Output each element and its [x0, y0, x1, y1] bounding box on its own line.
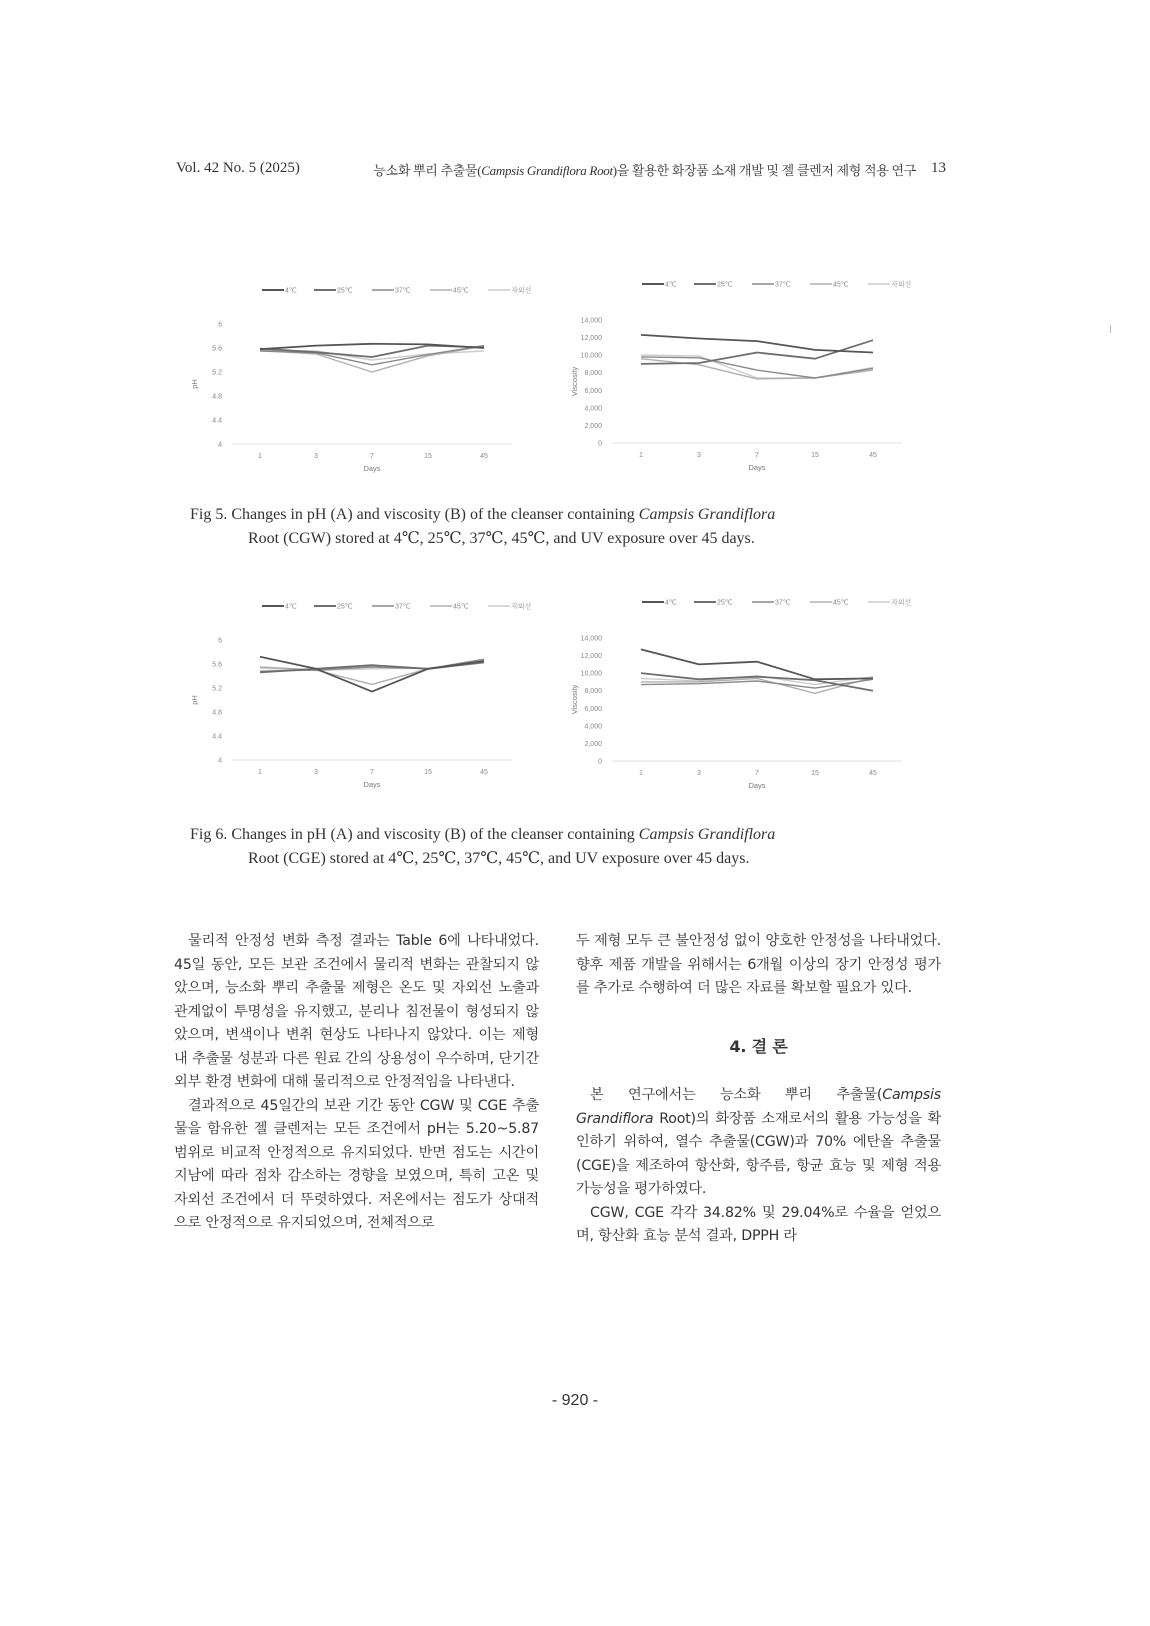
legend-item [372, 604, 411, 611]
fig6-caption [190, 823, 940, 871]
svg-text:3: 3 [314, 769, 318, 776]
legend-item [430, 288, 469, 295]
series-line [260, 344, 484, 349]
svg-text:45: 45 [869, 770, 877, 777]
svg-text:25℃: 25℃ [717, 599, 733, 607]
svg-text:45℃: 45℃ [453, 287, 469, 295]
svg-text:6: 6 [218, 321, 222, 329]
svg-text:7: 7 [370, 769, 374, 776]
y-axis-label: pH [190, 379, 199, 389]
svg-text:5.6: 5.6 [212, 345, 222, 353]
svg-text:0: 0 [598, 758, 602, 766]
running-title-italic: Campsis Grandiflora Root [481, 163, 613, 178]
x-axis-label: Days [363, 780, 381, 789]
paragraph-physical-stability: 물리적 안정성 변화 측정 결과는 Table 6에 나타내었다. 45일 동안, 모든 보관 조건에서 물리적 변화는 관찰되지 않았으며, 능소화 뿌리 추출물 제형은 온도 및 자외선 노출과 관계없이 투명성을 유지했고, 분리나 침전물이 형성되지 않았으며, 변색이나 변취 현상도 나타나지 않았다. 이는 제형 내 추출물 성분과 다른 원료 간의 상용성이 우수하며, 단기간 외부 환경 변화에 대해 물리적으로 안정적임을 나타낸다. [174, 933, 539, 1090]
svg-text:14,000: 14,000 [580, 317, 602, 325]
svg-text:0: 0 [598, 440, 602, 448]
series-line [260, 346, 484, 365]
running-title-post: )을 활용한 화장품 소재 개발 및 젤 클렌저 제형 적용 연구 [612, 163, 916, 178]
y-axis-label: Viscosity [570, 684, 579, 715]
fig6-caption-line1 [190, 826, 775, 843]
svg-text:45: 45 [480, 769, 488, 776]
conclusion-text-post: Root)의 화장품 소재로서의 활용 가능성을 확인하기 위하여, 열수 추출물(CGW)과 70% 에탄올 추출물(CGE)을 제조하여 항산화, 항주름, 항균 효능 및 제형 적용 가능성을 평가하였다. [576, 1110, 941, 1197]
svg-text:8,000: 8,000 [584, 688, 602, 696]
svg-text:6: 6 [218, 637, 222, 645]
legend-item [488, 286, 532, 295]
legend-item [642, 600, 677, 607]
svg-text:자외선: 자외선 [891, 599, 912, 607]
svg-text:3: 3 [314, 453, 318, 460]
svg-text:6,000: 6,000 [584, 705, 602, 713]
x-axis-label: Days [748, 463, 766, 472]
svg-text:4.8: 4.8 [212, 709, 222, 717]
running-title [373, 160, 916, 179]
fig6-caption-line2: Root (CGE) stored at 4℃, 25℃, 37℃, 45℃, and UV exposure over 45 days. [248, 850, 750, 867]
running-header [176, 160, 946, 184]
svg-text:4,000: 4,000 [584, 723, 602, 731]
svg-text:6,000: 6,000 [584, 387, 602, 395]
fig5-caption-line2: Root (CGW) stored at 4℃, 25℃, 37℃, 45℃, and UV exposure over 45 days. [248, 530, 755, 547]
svg-text:15: 15 [811, 452, 819, 459]
svg-text:12,000: 12,000 [580, 653, 602, 661]
x-axis-label: Days [363, 464, 381, 473]
svg-text:1: 1 [258, 769, 262, 776]
svg-text:4℃: 4℃ [285, 287, 297, 295]
fig5-ph-chart [190, 276, 532, 476]
legend-item [430, 604, 469, 611]
svg-text:7: 7 [755, 770, 759, 777]
section-title-conclusion: 4. 결 론 [729, 1036, 788, 1056]
fig6-caption-text: Fig 6. Changes in pH (A) and viscosity (B) of the cleanser containing [190, 826, 639, 843]
legend-item [642, 282, 677, 289]
svg-text:8,000: 8,000 [584, 370, 602, 378]
legend-item [752, 282, 791, 289]
svg-text:2,000: 2,000 [584, 740, 602, 748]
svg-text:4: 4 [218, 441, 222, 449]
legend-item [314, 288, 353, 295]
legend-item [694, 282, 733, 289]
svg-text:자외선: 자외선 [891, 281, 912, 289]
svg-text:45℃: 45℃ [833, 599, 849, 607]
legend-item [752, 600, 791, 607]
legend-item [868, 280, 912, 289]
series-line [641, 649, 873, 679]
svg-text:4℃: 4℃ [285, 603, 297, 611]
margin-mark [1110, 325, 1111, 333]
svg-text:45℃: 45℃ [833, 281, 849, 289]
svg-text:45℃: 45℃ [453, 603, 469, 611]
legend-item [262, 288, 297, 295]
svg-text:4.4: 4.4 [212, 733, 222, 741]
fig5-caption [190, 503, 940, 551]
page-number-footer: - 920 - [551, 1392, 599, 1409]
svg-text:4: 4 [218, 757, 222, 765]
svg-text:4.4: 4.4 [212, 417, 222, 425]
svg-text:37℃: 37℃ [775, 281, 791, 289]
fig5-caption-text: Fig 5. Changes in pH (A) and viscosity (B) of the cleanser containing [190, 506, 639, 523]
paragraph-yield: CGW, CGE 각각 34.82% 및 29.04%로 수율을 얻었으며, 항산화 효능 분석 결과, DPPH 라 [576, 1204, 941, 1244]
fig5-viscosity-chart [562, 270, 912, 475]
legend-item [488, 602, 532, 611]
legend-item [868, 598, 912, 607]
svg-text:4.8: 4.8 [212, 393, 222, 401]
svg-text:2,000: 2,000 [584, 422, 602, 430]
svg-text:1: 1 [258, 453, 262, 460]
svg-text:10,000: 10,000 [580, 670, 602, 678]
svg-text:5.2: 5.2 [212, 369, 222, 377]
svg-text:37℃: 37℃ [395, 287, 411, 295]
series-line [260, 657, 484, 692]
svg-text:45: 45 [869, 452, 877, 459]
conclusion-species: Campsis Grandiflora [576, 1087, 941, 1127]
svg-text:7: 7 [755, 452, 759, 459]
svg-text:25℃: 25℃ [337, 287, 353, 295]
legend-item [694, 600, 733, 607]
running-title-pre: 능소화 뿌리 추출물( [373, 163, 482, 178]
svg-text:45: 45 [480, 453, 488, 460]
left-column [174, 930, 539, 1236]
legend-item [262, 604, 297, 611]
svg-text:5.2: 5.2 [212, 685, 222, 693]
svg-text:15: 15 [424, 769, 432, 776]
fig5-caption-species: Campsis Grandiflora [638, 506, 776, 523]
y-axis-label: Viscosity [570, 366, 579, 397]
svg-text:14,000: 14,000 [580, 635, 602, 643]
fig6-ph-chart [190, 592, 532, 792]
conclusion-text-pre: 본 연구에서는 능소화 뿌리 추출물( [590, 1087, 883, 1103]
fig6-caption-species: Campsis Grandiflora [638, 826, 776, 843]
svg-text:5.6: 5.6 [212, 661, 222, 669]
series-line [641, 340, 873, 364]
svg-text:자외선: 자외선 [511, 287, 532, 295]
journal-volume: Vol. 42 No. 5 (2025) [176, 160, 300, 176]
svg-text:4,000: 4,000 [584, 405, 602, 413]
right-column [576, 930, 941, 1249]
svg-text:37℃: 37℃ [775, 599, 791, 607]
legend-item [810, 600, 849, 607]
journal-page-number: 13 [931, 160, 946, 176]
svg-text:25℃: 25℃ [717, 281, 733, 289]
series-line [641, 359, 873, 379]
svg-text:15: 15 [424, 453, 432, 460]
y-axis-label: pH [190, 695, 199, 705]
svg-text:7: 7 [370, 453, 374, 460]
svg-text:4℃: 4℃ [665, 599, 677, 607]
svg-text:3: 3 [697, 770, 701, 777]
paragraph-continuation: 두 제형 모두 큰 불안정성 없이 양호한 안정성을 나타내었다. 향후 제품 개발을 위해서는 6개월 이상의 장기 안정성 평가를 추가로 수행하여 더 많은 자료를 확보할 필요가 있다. [576, 933, 941, 996]
svg-text:37℃: 37℃ [395, 603, 411, 611]
paragraph-summary: 결과적으로 45일간의 보관 기간 동안 CGW 및 CGE 추출물을 함유한 젤 클렌저는 모든 조건에서 pH는 5.20~5.87 범위로 비교적 안정적으로 유지되었다. 반면 점도는 시간이 지남에 따라 점차 감소하는 경향을 보였으며, 특히 고온 및 자외선 조건에서 더 뚜렷하였다. 저온에서는 점도가 상대적으로 안정적으로 유지되었으며, 전체적으로 [174, 1097, 539, 1231]
svg-text:12,000: 12,000 [580, 335, 602, 343]
legend-item [372, 288, 411, 295]
fig5-caption-line1 [190, 506, 775, 523]
svg-text:1: 1 [639, 452, 643, 459]
svg-text:15: 15 [811, 770, 819, 777]
svg-text:4℃: 4℃ [665, 281, 677, 289]
svg-text:자외선: 자외선 [511, 603, 532, 611]
paragraph-conclusion-intro [576, 1084, 941, 1202]
legend-item [810, 282, 849, 289]
legend-item [314, 604, 353, 611]
fig6-viscosity-chart [562, 588, 912, 793]
svg-text:1: 1 [639, 770, 643, 777]
series-line [641, 335, 873, 353]
svg-text:3: 3 [697, 452, 701, 459]
x-axis-label: Days [748, 781, 766, 790]
svg-text:25℃: 25℃ [337, 603, 353, 611]
svg-text:10,000: 10,000 [580, 352, 602, 360]
